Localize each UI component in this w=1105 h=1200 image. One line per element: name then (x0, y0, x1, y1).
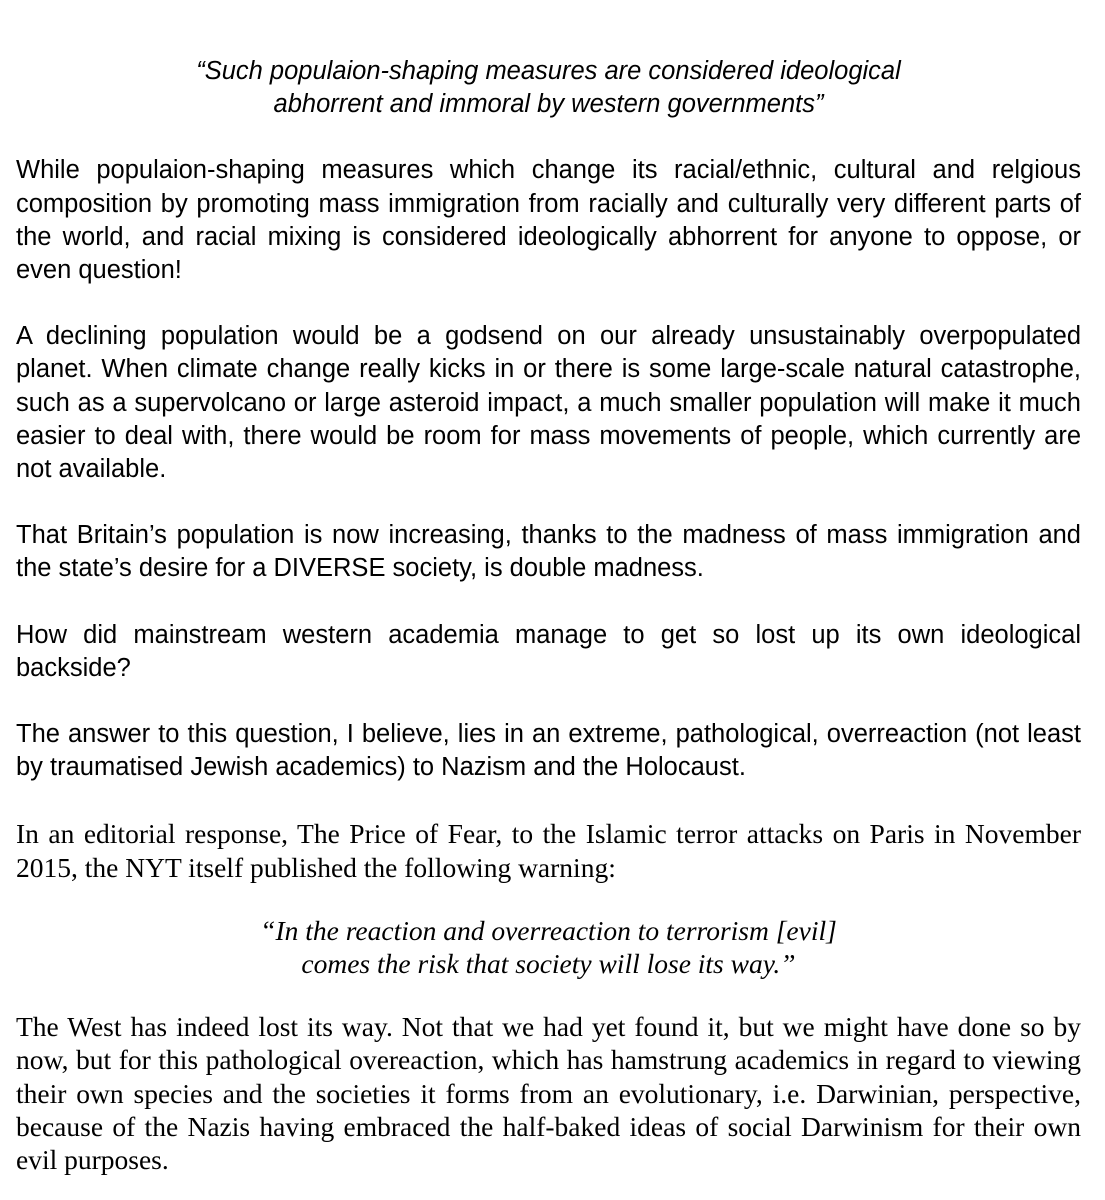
paragraph-answer: The answer to this question, I believe, lies in an extreme, pathological, overreaction (not least by traumatised Jewish academics) to Nazism and the Holocaust. (16, 720, 1081, 782)
paragraph-academia-question: How did mainstream western academia manage to get so lost up its own ideological backside? (16, 620, 1081, 682)
paragraph-immigration-measures: While populaion-shaping measures which change its racial/ethnic, cultural and relgious composition by promoting mass immigration from racially and culturally very different parts of the world, and racial mixing is considered ideologically abhorrent for anyone to oppose, or even question! (16, 156, 1081, 285)
paragraph-declining-population: A declining population would be a godsend on our already unsustainably overpopulated planet. When climate change really kicks in or there is some large-scale natural catastrophe, such as a supervolcano or large asteroid impact, a much smaller population will make it much easier to deal with, there would be room for mass movements of people, which currently are not available. (16, 322, 1081, 484)
nyt-quote-line-2: comes the risk that society will lose its way.” (301, 948, 796, 980)
paragraph-britain-population: That Britain’s population is now increasing, thanks to the madness of mass immigration and the state’s desire for a DIVERSE society, is double madness. (16, 521, 1081, 583)
opening-quote-line-2: abhorrent and immoral by western governments” (273, 90, 824, 119)
nyt-quote (16, 914, 1081, 980)
paragraph-nyt-intro: In an editorial response, The Price of Fear, to the Islamic terror attacks on Paris in November 2015, the NYT itself published the following warning: (16, 818, 1081, 883)
nyt-quote-line-1: “In the reaction and overreaction to terrorism [evil] (260, 914, 837, 946)
opening-quote-line-1: “Such populaion-shaping measures are considered ideological (196, 57, 901, 85)
paragraph-closing: The West has indeed lost its way. Not that we had yet found it, but we might have done so by now, but for this pathological overeaction, which has hamstrung academics in regard to viewing their own species and the societies it forms from an evolutionary, i.e. Darwinian, perspective, because of the Nazis having embraced the half-baked ideas of social Darwinism for their own evil purposes. (16, 1011, 1081, 1176)
opening-quote (16, 55, 1081, 121)
